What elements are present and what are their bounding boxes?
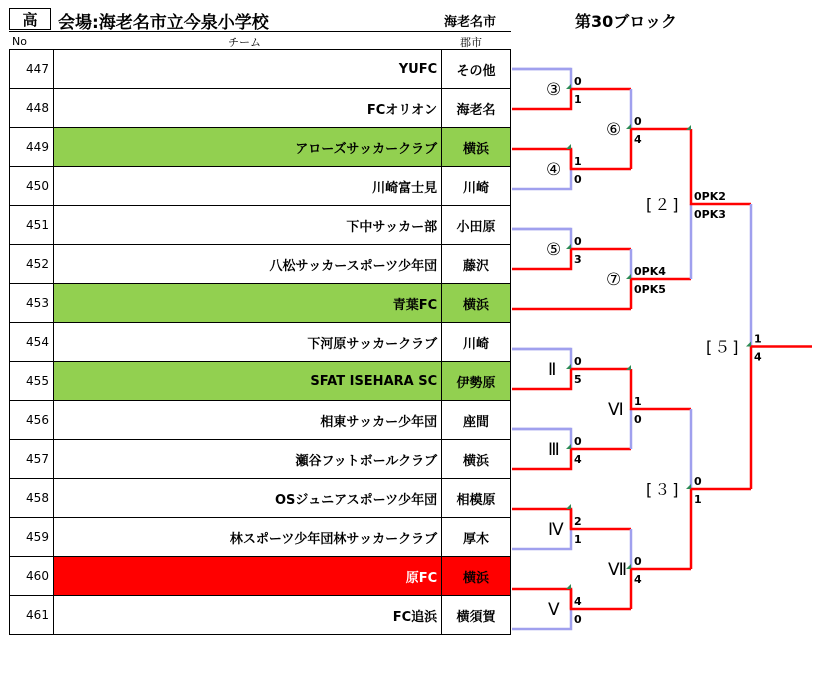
team-name: 下中サッカー部 [53,206,441,245]
winner-marker [566,504,571,509]
winner-marker [566,244,571,249]
team-number: 452 [10,245,54,284]
venue-title: 会場:海老名市立今泉小学校 [58,13,269,33]
team-name: OSジュニアスポーツ少年団 [53,479,441,518]
score-top: 0 [574,435,582,448]
team-name: 下河原サッカークラブ [53,323,441,362]
team-name: 川崎富士見 [53,167,441,206]
match-label: ⑦ [606,270,622,290]
winner-marker [566,444,571,449]
winner-marker [746,342,751,347]
team-number: 461 [10,596,54,635]
team-number: 448 [10,89,54,128]
score-bottom: 0 [634,413,642,426]
winner-marker [566,364,571,369]
team-city: 横須賀 [442,596,511,635]
score-bottom: 4 [634,573,642,586]
bracket-line [512,249,631,269]
bracket-line [512,89,631,109]
score-top: 0 [694,475,702,488]
bracket-line [512,169,571,189]
score-top: 0PK4 [634,265,666,278]
match-label: Ⅳ [548,520,564,540]
bracket-line [512,229,571,249]
team-number: 460 [10,557,54,596]
team-city: 座間 [442,401,511,440]
winner-marker [566,84,571,89]
bracket-line [512,349,571,369]
team-city: 川崎 [442,323,511,362]
team-name: YUFC [53,50,441,89]
team-number: 457 [10,440,54,479]
team-city: 横浜 [442,128,511,167]
team-name: アローズサッカークラブ [53,128,441,167]
match-label: ③ [546,80,562,100]
host-city: 海老名市 [444,15,497,30]
score-bottom: 4 [574,453,582,466]
score-top: 0 [574,235,582,248]
score-top: 0 [634,555,642,568]
score-bottom: 1 [574,93,582,106]
score-bottom: 4 [634,133,642,146]
team-number: 453 [10,284,54,323]
score-top: 0 [634,115,642,128]
score-bottom: 5 [574,373,582,386]
team-city: その他 [442,50,511,89]
score-bottom: 1 [574,533,582,546]
match-label: Ⅴ [548,600,560,620]
score-bottom: 0PK3 [694,208,726,221]
winner-marker [626,365,631,370]
score-top: 0PK2 [694,190,726,203]
team-number: 456 [10,401,54,440]
category-badge: 高 [9,8,51,30]
bracket-line [512,589,571,609]
winner-marker [686,125,691,130]
team-number: 458 [10,479,54,518]
bracket-line [751,347,812,490]
score-bottom: 3 [574,253,582,266]
match-label: [２] [646,195,681,214]
team-city: 海老名 [442,89,511,128]
team-city: 伊勢原 [442,362,511,401]
score-top: 0 [574,75,582,88]
team-name: 相東サッカー少年団 [53,401,441,440]
winner-marker [686,484,691,489]
match-label: Ⅶ [608,560,628,580]
score-top: 2 [574,515,582,528]
team-number: 451 [10,206,54,245]
team-number: 454 [10,323,54,362]
match-label: ④ [546,160,562,180]
team-city: 川崎 [442,167,511,206]
team-city: 横浜 [442,284,511,323]
score-top: 4 [574,595,582,608]
column-header-no: No [12,35,27,48]
match-label: Ⅲ [548,440,560,460]
team-number: 450 [10,167,54,206]
score-bottom: 0 [574,173,582,186]
match-label: ⑤ [546,240,562,260]
score-bottom: 0PK5 [634,283,666,296]
team-name: 瀬谷フットボールクラブ [53,440,441,479]
team-city: 厚木 [442,518,511,557]
match-label: [３] [646,480,681,499]
bracket-line [512,69,571,89]
score-bottom: 0 [574,613,582,626]
match-label: [５] [706,337,741,357]
team-city: 相模原 [442,479,511,518]
bracket-line [512,369,631,389]
score-top: 1 [634,395,642,408]
team-city: 藤沢 [442,245,511,284]
team-name: 八松サッカースポーツ少年団 [53,245,441,284]
bracket-line [512,149,571,169]
match-label: Ⅱ [548,360,557,380]
team-name: 青葉FC [53,284,441,323]
winner-marker [566,144,571,149]
score-top: 1 [754,332,762,346]
team-name: 原FC [53,557,441,596]
team-name: SFAT ISEHARA SC [53,362,441,401]
team-name: 林スポーツ少年団林サッカークラブ [53,518,441,557]
block-title: 第30ブロック [575,12,677,31]
score-bottom: 4 [754,350,762,364]
column-header-team: チーム [228,36,261,49]
team-city: 小田原 [442,206,511,245]
winner-marker [626,274,631,279]
winner-marker [566,584,571,589]
bracket-line [512,449,631,469]
column-header-city: 郡市 [460,36,482,49]
team-city: 横浜 [442,557,511,596]
winner-marker [626,124,631,129]
team-city: 横浜 [442,440,511,479]
match-label: Ⅵ [608,400,624,420]
team-number: 455 [10,362,54,401]
match-label: ⑥ [606,120,622,140]
score-top: 0 [574,355,582,368]
team-number: 447 [10,50,54,89]
team-name: FC追浜 [53,596,441,635]
team-number: 449 [10,128,54,167]
bracket-line [512,609,571,629]
team-number: 459 [10,518,54,557]
score-top: 1 [574,155,582,168]
team-name: FCオリオン [53,89,441,128]
score-bottom: 1 [694,493,702,506]
bracket-line [512,429,571,449]
